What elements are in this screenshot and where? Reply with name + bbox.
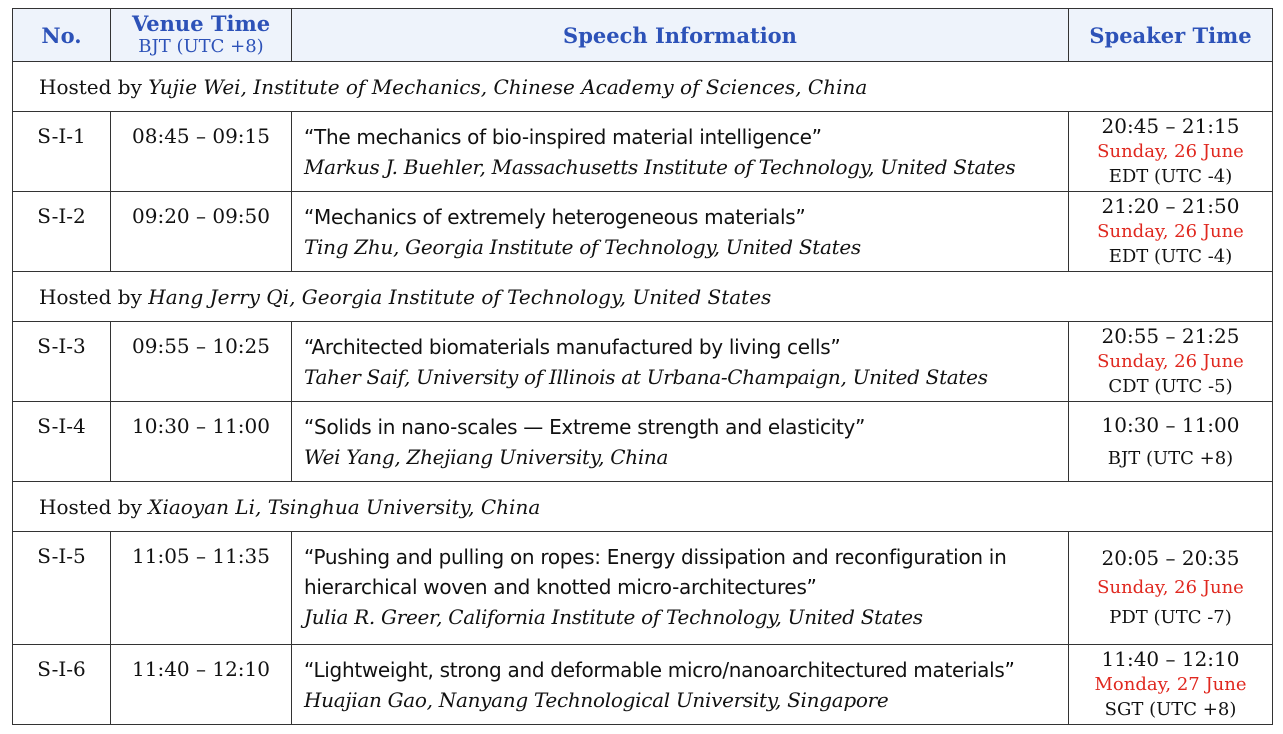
host-prefix: Hosted by bbox=[39, 74, 142, 99]
speaker-time bbox=[1069, 645, 1273, 725]
venue-time: 09:20 – 09:50 bbox=[111, 192, 292, 272]
speaker-name: Taher Saif, University of Illinois at Urbana-Champaign, United States bbox=[304, 365, 988, 389]
speaker-time-range: 21:20 – 21:50 bbox=[1101, 194, 1240, 218]
speaker-zone: CDT (UTC -5) bbox=[1108, 376, 1233, 397]
speech-info bbox=[292, 532, 1069, 645]
speaker-zone: EDT (UTC -4) bbox=[1108, 246, 1233, 267]
session-no: S-I-1 bbox=[13, 112, 111, 192]
host-name: Xiaoyan Li, Tsinghua University, China bbox=[148, 494, 541, 519]
header-venue-time bbox=[111, 9, 292, 62]
session-no: S-I-2 bbox=[13, 192, 111, 272]
speaker-day: Monday, 27 June bbox=[1094, 674, 1247, 695]
host-row bbox=[13, 272, 1273, 322]
speaker-zone: BJT (UTC +8) bbox=[1107, 447, 1234, 469]
host-name: Hang Jerry Qi, Georgia Institute of Technology, United States bbox=[148, 284, 772, 309]
speaker-day: Sunday, 26 June bbox=[1097, 577, 1244, 598]
speech-title: “Solids in nano-scales — Extreme strength and elasticity” bbox=[304, 415, 866, 439]
speaker-name: Ting Zhu, Georgia Institute of Technology, United States bbox=[304, 235, 861, 259]
speaker-name: Wei Yang, Zhejiang University, China bbox=[304, 445, 669, 469]
session-no: S-I-6 bbox=[13, 645, 111, 725]
session-row bbox=[13, 322, 1273, 402]
speaker-name: Huajian Gao, Nanyang Technological University, Singapore bbox=[304, 688, 889, 712]
session-row bbox=[13, 532, 1273, 645]
speech-title: “Lightweight, strong and deformable micro/nanoarchitectured materials” bbox=[304, 658, 1015, 682]
speech-title: “Pushing and pulling on ropes: Energy dissipation and reconfiguration in hierarchical woven and knotted micro-architectures” bbox=[304, 545, 1007, 599]
speaker-name: Markus J. Buehler, Massachusetts Institute of Technology, United States bbox=[304, 155, 1016, 179]
host-prefix: Hosted by bbox=[39, 494, 142, 519]
speaker-day: Sunday, 26 June bbox=[1097, 141, 1244, 162]
speaker-time-range: 20:05 – 20:35 bbox=[1101, 546, 1240, 570]
host-name: Yujie Wei, Institute of Mechanics, Chinese Academy of Sciences, China bbox=[148, 74, 868, 99]
header-speaker-time: Speaker Time bbox=[1069, 9, 1273, 62]
speaker-day: Sunday, 26 June bbox=[1097, 351, 1244, 372]
speech-title: “Architected biomaterials manufactured by living cells” bbox=[304, 335, 841, 359]
speech-title: “Mechanics of extremely heterogeneous materials” bbox=[304, 205, 806, 229]
speaker-time bbox=[1069, 402, 1273, 482]
speaker-time bbox=[1069, 192, 1273, 272]
session-no: S-I-5 bbox=[13, 532, 111, 645]
venue-time: 09:55 – 10:25 bbox=[111, 322, 292, 402]
session-row bbox=[13, 402, 1273, 482]
speaker-time bbox=[1069, 112, 1273, 192]
session-no: S-I-4 bbox=[13, 402, 111, 482]
speaker-name: Julia R. Greer, California Institute of Technology, United States bbox=[304, 605, 923, 629]
host-cell bbox=[13, 272, 1273, 322]
venue-time: 11:40 – 12:10 bbox=[111, 645, 292, 725]
host-row bbox=[13, 482, 1273, 532]
schedule-table bbox=[12, 8, 1273, 725]
speaker-zone: SGT (UTC +8) bbox=[1104, 699, 1237, 720]
header-venue-sub: BJT (UTC +8) bbox=[138, 36, 264, 57]
speaker-time-range: 20:45 – 21:15 bbox=[1101, 114, 1240, 138]
host-cell bbox=[13, 62, 1273, 112]
venue-time: 10:30 – 11:00 bbox=[111, 402, 292, 482]
header-venue-main: Venue Time bbox=[131, 11, 271, 36]
host-row bbox=[13, 62, 1273, 112]
venue-time: 08:45 – 09:15 bbox=[111, 112, 292, 192]
header-speech-info: Speech Information bbox=[292, 9, 1069, 62]
speaker-time-range: 11:40 – 12:10 bbox=[1101, 647, 1240, 671]
header-row bbox=[13, 9, 1273, 62]
speech-info bbox=[292, 645, 1069, 725]
speaker-time bbox=[1069, 322, 1273, 402]
session-row bbox=[13, 645, 1273, 725]
speaker-time-range: 20:55 – 21:25 bbox=[1101, 324, 1240, 348]
venue-time: 11:05 – 11:35 bbox=[111, 532, 292, 645]
session-no: S-I-3 bbox=[13, 322, 111, 402]
speaker-day: Sunday, 26 June bbox=[1097, 221, 1244, 242]
session-row bbox=[13, 192, 1273, 272]
speaker-zone: EDT (UTC -4) bbox=[1108, 166, 1233, 187]
session-row bbox=[13, 112, 1273, 192]
speaker-zone: PDT (UTC -7) bbox=[1109, 607, 1232, 628]
speaker-time bbox=[1069, 532, 1273, 645]
speech-info bbox=[292, 112, 1069, 192]
host-cell bbox=[13, 482, 1273, 532]
speech-info bbox=[292, 322, 1069, 402]
header-no: No. bbox=[13, 9, 111, 62]
host-prefix: Hosted by bbox=[39, 284, 142, 309]
speech-info bbox=[292, 402, 1069, 482]
speech-title: “The mechanics of bio-inspired material intelligence” bbox=[304, 125, 822, 149]
speech-info bbox=[292, 192, 1069, 272]
speaker-time-range: 10:30 – 11:00 bbox=[1101, 412, 1240, 437]
